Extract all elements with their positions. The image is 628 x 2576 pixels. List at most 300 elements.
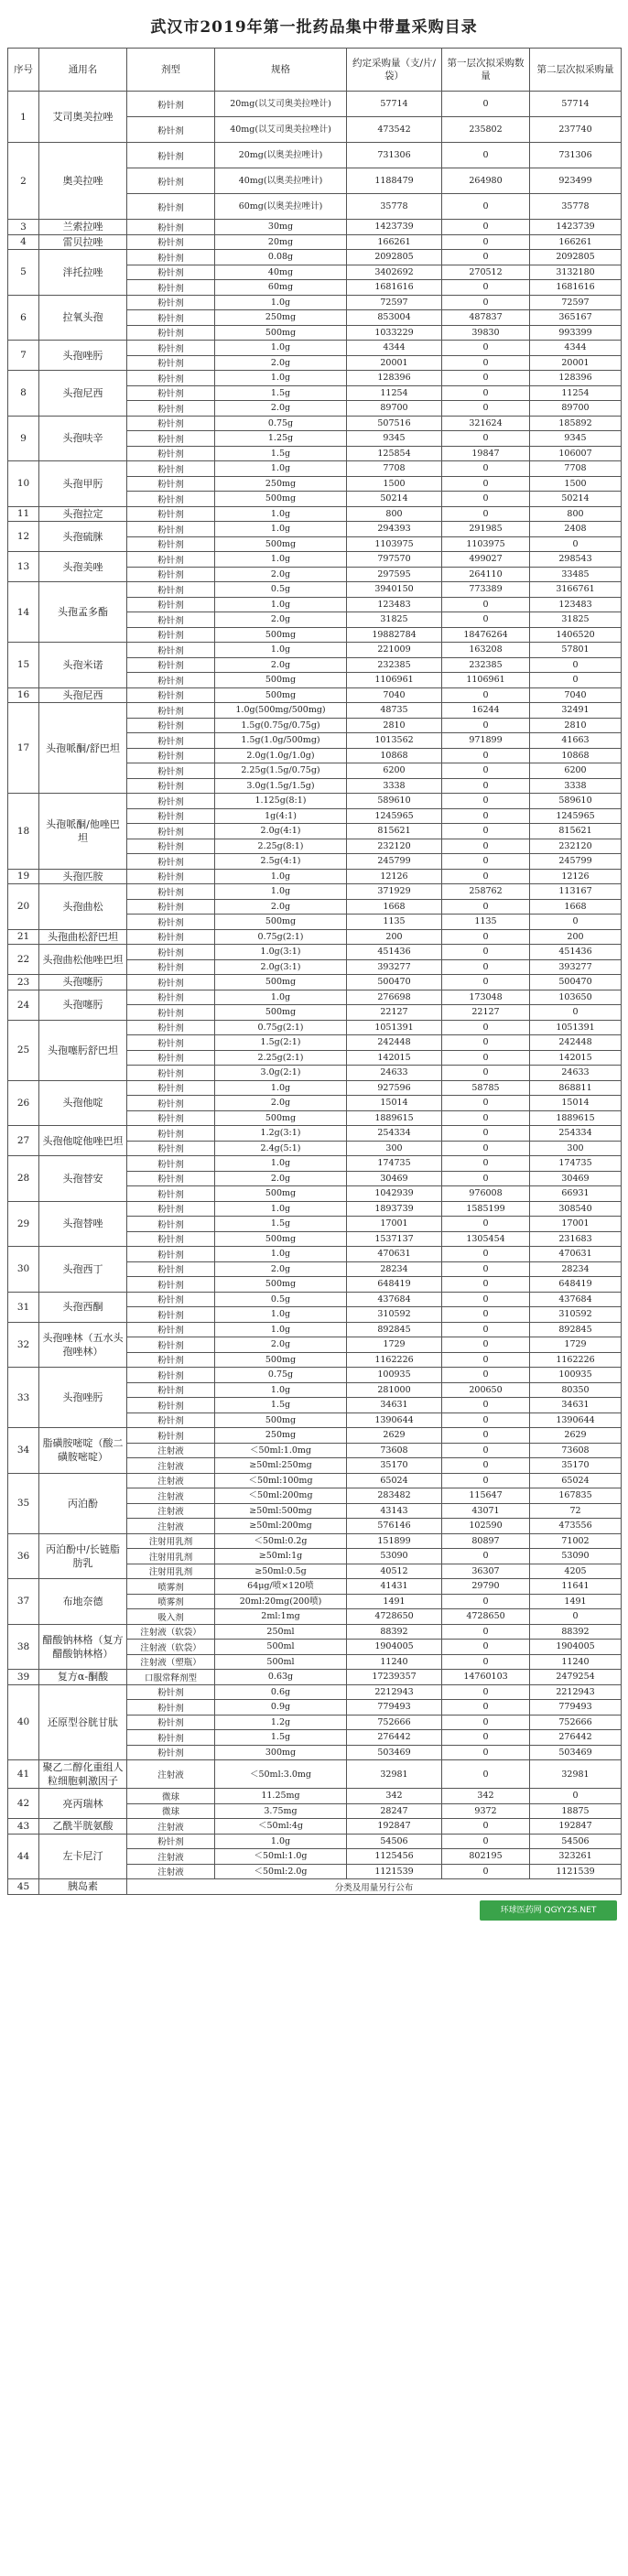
cell-tier1: 0 [442, 1834, 530, 1849]
cell-tier1: 0 [442, 959, 530, 975]
cell-note: 分类及用量另行公布 [127, 1879, 622, 1895]
cell-form: 粉针剂 [127, 401, 215, 417]
cell-form: 注射液 [127, 1849, 215, 1865]
cell-tier1: 0 [442, 220, 530, 235]
cell-tier2: 103650 [530, 990, 622, 1005]
cell-spec: 500mg [215, 915, 347, 930]
cell-seq: 27 [8, 1126, 39, 1156]
cell-form: 粉针剂 [127, 899, 215, 915]
cell-spec: 2.0g [215, 1261, 347, 1277]
cell-tier1: 971899 [442, 733, 530, 749]
cell-agreed: 1889615 [347, 1110, 442, 1126]
cell-spec: 3.0g(1.5g/1.5g) [215, 778, 347, 794]
cell-agreed: 1245965 [347, 808, 442, 824]
cell-form: 注射液 [127, 1519, 215, 1534]
cell-spec: 64μg/喷×120喷 [215, 1579, 347, 1595]
cell-tier2: 41663 [530, 733, 622, 749]
cell-agreed: 245799 [347, 854, 442, 870]
cell-seq: 30 [8, 1247, 39, 1293]
cell-tier2: 0 [530, 1609, 622, 1625]
cell-tier2: 71002 [530, 1533, 622, 1549]
cell-form: 注射液 [127, 1760, 215, 1789]
cell-drug-name: 头孢曲松 [39, 884, 127, 930]
cell-spec: 2.0g [215, 657, 347, 673]
cell-form: 粉针剂 [127, 1110, 215, 1126]
cell-seq: 32 [8, 1322, 39, 1368]
header-form: 剂型 [127, 49, 215, 92]
cell-form: 粉针剂 [127, 1277, 215, 1293]
cell-spec: 1.0g [215, 371, 347, 386]
cell-seq: 19 [8, 869, 39, 884]
cell-form: 粉针剂 [127, 567, 215, 582]
table-row [8, 1322, 622, 1337]
cell-form: 粉针剂 [127, 718, 215, 733]
cell-form: 粉针剂 [127, 506, 215, 522]
cell-tier1: 1103975 [442, 536, 530, 552]
cell-drug-name: 胰岛素 [39, 1879, 127, 1895]
cell-form: 注射液 [127, 1864, 215, 1879]
procurement-table [7, 48, 622, 1895]
cell-seq: 26 [8, 1080, 39, 1126]
cell-form: 粉针剂 [127, 310, 215, 326]
cell-form: 粉针剂 [127, 959, 215, 975]
cell-form: 粉针剂 [127, 536, 215, 552]
cell-tier2: 73608 [530, 1443, 622, 1458]
cell-tier1: 0 [442, 143, 530, 168]
cell-tier1: 0 [442, 341, 530, 356]
cell-tier2: 0 [530, 1005, 622, 1021]
cell-tier1: 0 [442, 1247, 530, 1262]
document-title: 武汉市2019年第一批药品集中带量采购目录 [150, 18, 478, 37]
cell-form: 粉针剂 [127, 1700, 215, 1716]
cell-tier2: 12126 [530, 869, 622, 884]
cell-tier2: 276442 [530, 1730, 622, 1746]
cell-drug-name: 头孢替唑 [39, 1201, 127, 1247]
cell-spec: 0.75g [215, 1368, 347, 1383]
table-body [8, 92, 622, 1895]
cell-spec: 2.0g [215, 899, 347, 915]
cell-spec: 500mg [215, 687, 347, 703]
cell-form: 注射液 [127, 1503, 215, 1519]
cell-agreed: 10868 [347, 748, 442, 763]
cell-tier2: 11254 [530, 385, 622, 401]
cell-seq: 17 [8, 703, 39, 794]
cell-agreed: 731306 [347, 143, 442, 168]
cell-tier1: 80897 [442, 1533, 530, 1549]
cell-tier2: 648419 [530, 1277, 622, 1293]
cell-tier1: 0 [442, 1412, 530, 1428]
cell-spec: 20mg(以奥美拉唑计) [215, 143, 347, 168]
cell-agreed: 31825 [347, 612, 442, 628]
cell-spec: 300mg [215, 1745, 347, 1760]
cell-tier1: 0 [442, 1684, 530, 1700]
cell-spec: 1.0g(500mg/500mg) [215, 703, 347, 719]
cell-tier2: 1500 [530, 476, 622, 492]
table-row [8, 1428, 622, 1444]
cell-tier2: 31825 [530, 612, 622, 628]
cell-tier1: 0 [442, 597, 530, 612]
cell-spec: 0.08g [215, 250, 347, 265]
table-row [8, 1670, 622, 1685]
cell-tier1: 0 [442, 808, 530, 824]
cell-agreed: 853004 [347, 310, 442, 326]
cell-agreed: 503469 [347, 1745, 442, 1760]
cell-spec: 500mg [215, 1110, 347, 1126]
cell-tier1: 0 [442, 1864, 530, 1879]
cell-drug-name: 雷贝拉唑 [39, 234, 127, 250]
cell-tier2: 800 [530, 506, 622, 522]
cell-agreed: 779493 [347, 1700, 442, 1716]
cell-tier1: 0 [442, 506, 530, 522]
cell-tier2: 868811 [530, 1080, 622, 1096]
cell-seq: 45 [8, 1879, 39, 1895]
cell-spec: 1.5g(2:1) [215, 1035, 347, 1051]
cell-agreed: 53090 [347, 1549, 442, 1564]
cell-agreed: 507516 [347, 416, 442, 431]
cell-tier2: 18875 [530, 1803, 622, 1819]
cell-form: 粉针剂 [127, 1005, 215, 1021]
table-row [8, 582, 622, 598]
cell-tier1: 19847 [442, 446, 530, 461]
cell-spec: 2.25g(1.5g/0.75g) [215, 763, 347, 779]
cell-agreed: 1051391 [347, 1020, 442, 1035]
cell-seq: 12 [8, 522, 39, 552]
cell-drug-name: 左卡尼汀 [39, 1834, 127, 1879]
cell-agreed: 242448 [347, 1035, 442, 1051]
cell-tier2: 752666 [530, 1715, 622, 1730]
cell-agreed: 34631 [347, 1398, 442, 1413]
cell-form: 粉针剂 [127, 627, 215, 643]
cell-tier2: 20001 [530, 355, 622, 371]
cell-drug-name: 头孢他啶他唑巴坦 [39, 1126, 127, 1156]
cell-spec: 2.0g [215, 1171, 347, 1186]
cell-agreed: 166261 [347, 234, 442, 250]
cell-tier1: 0 [442, 794, 530, 809]
cell-seq: 39 [8, 1670, 39, 1685]
cell-form: 粉针剂 [127, 341, 215, 356]
cell-spec: ≥50ml:1g [215, 1549, 347, 1564]
cell-spec: 2.0g [215, 1096, 347, 1111]
cell-tier1: 0 [442, 1428, 530, 1444]
cell-agreed: 72597 [347, 295, 442, 310]
table-row [8, 1473, 622, 1488]
cell-agreed: 892845 [347, 1322, 442, 1337]
cell-form: 吸入剂 [127, 1609, 215, 1625]
cell-tier2: 192847 [530, 1819, 622, 1835]
cell-spec: 500mg [215, 325, 347, 341]
cell-tier2: 66931 [530, 1186, 622, 1202]
cell-spec: ≥50ml:500mg [215, 1503, 347, 1519]
cell-agreed: 281000 [347, 1382, 442, 1398]
cell-tier1: 264110 [442, 567, 530, 582]
cell-spec: 500mg [215, 1005, 347, 1021]
cell-spec: 0.6g [215, 1684, 347, 1700]
cell-form: 粉针剂 [127, 1066, 215, 1081]
table-row [8, 929, 622, 945]
cell-drug-name: 丙泊酚 [39, 1473, 127, 1533]
cell-spec: 60mg [215, 280, 347, 296]
cell-tier2: 33485 [530, 567, 622, 582]
cell-form: 注射液 [127, 1443, 215, 1458]
cell-form: 粉针剂 [127, 1292, 215, 1307]
cell-form: 粉针剂 [127, 763, 215, 779]
cell-form: 粉针剂 [127, 1231, 215, 1247]
cell-spec: 250ml [215, 1624, 347, 1640]
cell-spec: 40mg(以艾司奥美拉唑计) [215, 117, 347, 143]
cell-agreed: 1681616 [347, 280, 442, 296]
cell-spec: 1.0g [215, 643, 347, 658]
cell-spec: 40mg [215, 265, 347, 280]
cell-form: 粉针剂 [127, 1307, 215, 1323]
cell-form: 粉针剂 [127, 1368, 215, 1383]
cell-drug-name: 头孢替安 [39, 1156, 127, 1202]
cell-spec: 1.5g(1.0g/500mg) [215, 733, 347, 749]
cell-form: 粉针剂 [127, 703, 215, 719]
cell-spec: 1.0g [215, 1834, 347, 1849]
cell-form: 粉针剂 [127, 117, 215, 143]
cell-tier1: 0 [442, 824, 530, 839]
cell-tier2: 1051391 [530, 1020, 622, 1035]
cell-tier2: 242448 [530, 1035, 622, 1051]
cell-tier2: 185892 [530, 416, 622, 431]
cell-tier1: 0 [442, 1458, 530, 1474]
cell-tier1: 264980 [442, 168, 530, 194]
table-row [8, 416, 622, 431]
cell-tier1: 0 [442, 929, 530, 945]
cell-spec: 1.5g [215, 1398, 347, 1413]
cell-form: 粉针剂 [127, 1186, 215, 1202]
cell-agreed: 4728650 [347, 1609, 442, 1625]
cell-form: 粉针剂 [127, 687, 215, 703]
cell-tier2: 34631 [530, 1398, 622, 1413]
cell-agreed: 437684 [347, 1292, 442, 1307]
cell-drug-name: 丙泊酚中/长链脂肪乳 [39, 1533, 127, 1579]
cell-tier2: 300 [530, 1141, 622, 1156]
cell-form: 注射液（软袋） [127, 1640, 215, 1655]
cell-form: 粉针剂 [127, 824, 215, 839]
cell-spec: 500mg [215, 536, 347, 552]
cell-agreed: 50214 [347, 492, 442, 507]
cell-tier2: 451436 [530, 945, 622, 960]
cell-drug-name: 头孢哌酮/他唑巴坦 [39, 794, 127, 870]
cell-tier1: 0 [442, 1715, 530, 1730]
cell-spec: 2.0g [215, 401, 347, 417]
cell-form: 粉针剂 [127, 1834, 215, 1849]
cell-agreed: 1668 [347, 899, 442, 915]
cell-agreed: 11240 [347, 1654, 442, 1670]
cell-seq: 35 [8, 1473, 39, 1533]
cell-form: 粉针剂 [127, 839, 215, 854]
cell-form: 粉针剂 [127, 265, 215, 280]
cell-agreed: 2212943 [347, 1684, 442, 1700]
cell-tier1: 0 [442, 355, 530, 371]
cell-drug-name: 醋酸钠林格（复方醋酸钠林格） [39, 1624, 127, 1670]
cell-seq: 33 [8, 1368, 39, 1428]
cell-seq: 29 [8, 1201, 39, 1247]
cell-spec: ＜50ml:2.0g [215, 1864, 347, 1879]
cell-spec: 2.0g(1.0g/1.0g) [215, 748, 347, 763]
cell-form: 注射用乳剂 [127, 1549, 215, 1564]
cell-tier1: 0 [442, 431, 530, 447]
cell-tier1: 976008 [442, 1186, 530, 1202]
cell-spec: 1.0g [215, 461, 347, 477]
cell-spec: 500mg [215, 627, 347, 643]
cell-spec: 2.4g(5:1) [215, 1141, 347, 1156]
cell-seq: 5 [8, 250, 39, 296]
cell-spec: 1.0g [215, 1080, 347, 1096]
cell-seq: 25 [8, 1020, 39, 1080]
cell-tier2: 0 [530, 1789, 622, 1804]
cell-tier1: 1305454 [442, 1231, 530, 1247]
cell-spec: ＜50ml:3.0mg [215, 1760, 347, 1789]
cell-spec: ＜50ml:1.0mg [215, 1443, 347, 1458]
cell-agreed: 300 [347, 1141, 442, 1156]
table-row [8, 1020, 622, 1035]
table-row [8, 371, 622, 386]
table-row [8, 975, 622, 990]
cell-tier1: 0 [442, 1398, 530, 1413]
cell-tier1: 9372 [442, 1803, 530, 1819]
cell-tier2: 72 [530, 1503, 622, 1519]
cell-tier2: 167835 [530, 1488, 622, 1504]
cell-tier1: 0 [442, 975, 530, 990]
cell-spec: 1.0g [215, 522, 347, 537]
cell-spec: 1.0g(3:1) [215, 945, 347, 960]
table-row [8, 687, 622, 703]
cell-spec: 2.0g(3:1) [215, 959, 347, 975]
cell-agreed: 192847 [347, 1819, 442, 1835]
cell-agreed: 589610 [347, 794, 442, 809]
cell-tier1: 0 [442, 1549, 530, 1564]
cell-tier2: 231683 [530, 1231, 622, 1247]
cell-spec: ≥50ml:200mg [215, 1519, 347, 1534]
cell-spec: 2.0g [215, 355, 347, 371]
cell-agreed: 28247 [347, 1803, 442, 1819]
cell-seq: 40 [8, 1684, 39, 1760]
cell-tier2: 1406520 [530, 627, 622, 643]
cell-tier2: 30469 [530, 1171, 622, 1186]
cell-seq: 34 [8, 1428, 39, 1474]
table-row [8, 295, 622, 310]
cell-tier2: 0 [530, 536, 622, 552]
cell-tier1: 802195 [442, 1849, 530, 1865]
table-row [8, 341, 622, 356]
cell-tier2: 100935 [530, 1368, 622, 1383]
cell-tier1: 0 [442, 280, 530, 296]
cell-seq: 7 [8, 341, 39, 371]
cell-spec: 1.2g(3:1) [215, 1126, 347, 1142]
cell-form: 粉针剂 [127, 808, 215, 824]
cell-tier1: 235802 [442, 117, 530, 143]
cell-form: 粉针剂 [127, 220, 215, 235]
cell-tier2: 308540 [530, 1201, 622, 1217]
cell-spec: ＜50ml:1.0g [215, 1849, 347, 1865]
cell-form: 粉针剂 [127, 778, 215, 794]
cell-tier2: 2092805 [530, 250, 622, 265]
cell-tier1: 0 [442, 385, 530, 401]
cell-seq: 10 [8, 461, 39, 507]
cell-tier1: 0 [442, 461, 530, 477]
header-tier2-qty: 第二层次拟采购量 [530, 49, 622, 92]
cell-form: 粉针剂 [127, 673, 215, 688]
cell-drug-name: 头孢拉定 [39, 506, 127, 522]
cell-tier1: 1106961 [442, 673, 530, 688]
cell-tier1: 321624 [442, 416, 530, 431]
table-row [8, 1292, 622, 1307]
cell-tier1: 0 [442, 1730, 530, 1746]
cell-form: 粉针剂 [127, 1745, 215, 1760]
cell-drug-name: 头孢匹胺 [39, 869, 127, 884]
cell-agreed: 54506 [347, 1834, 442, 1849]
cell-tier1: 58785 [442, 1080, 530, 1096]
cell-tier1: 0 [442, 1066, 530, 1081]
cell-tier2: 106007 [530, 446, 622, 461]
cell-agreed: 1390644 [347, 1412, 442, 1428]
header-seq: 序号 [8, 49, 39, 92]
cell-tier1: 0 [442, 1141, 530, 1156]
cell-drug-name: 兰索拉唑 [39, 220, 127, 235]
cell-tier1: 0 [442, 1443, 530, 1458]
table-row [8, 1760, 622, 1789]
cell-drug-name: 头孢曲松他唑巴坦 [39, 945, 127, 975]
cell-tier1: 0 [442, 234, 530, 250]
cell-tier2: 32981 [530, 1760, 622, 1789]
cell-spec: 1.0g [215, 341, 347, 356]
cell-form: 粉针剂 [127, 280, 215, 296]
cell-tier2: 53090 [530, 1549, 622, 1564]
table-row [8, 1579, 622, 1595]
cell-tier2: 815621 [530, 824, 622, 839]
cell-tier2: 1681616 [530, 280, 622, 296]
cell-tier1: 0 [442, 295, 530, 310]
cell-spec: 1.0g [215, 1156, 347, 1172]
cell-seq: 4 [8, 234, 39, 250]
table-row [8, 1624, 622, 1640]
cell-agreed: 35778 [347, 194, 442, 220]
watermark-badge: 环球医药网 QGYY2S.NET [480, 1900, 617, 1921]
cell-spec: 1.5g [215, 1217, 347, 1232]
cell-drug-name: 乙酰半胱氨酸 [39, 1819, 127, 1835]
cell-agreed: 32981 [347, 1760, 442, 1789]
cell-spec: 1.5g(0.75g/0.75g) [215, 718, 347, 733]
cell-form: 粉针剂 [127, 1171, 215, 1186]
cell-form: 粉针剂 [127, 416, 215, 431]
cell-tier2: 54506 [530, 1834, 622, 1849]
cell-seq: 22 [8, 945, 39, 975]
cell-tier2: 1668 [530, 899, 622, 915]
cell-tier2: 72597 [530, 295, 622, 310]
cell-tier1: 0 [442, 1110, 530, 1126]
cell-tier1: 1135 [442, 915, 530, 930]
cell-agreed: 3402692 [347, 265, 442, 280]
cell-agreed: 232120 [347, 839, 442, 854]
cell-agreed: 1904005 [347, 1640, 442, 1655]
cell-tier1: 22127 [442, 1005, 530, 1021]
cell-tier1: 0 [442, 778, 530, 794]
cell-tier2: 50214 [530, 492, 622, 507]
cell-agreed: 1033229 [347, 325, 442, 341]
cell-form: 粉针剂 [127, 794, 215, 809]
cell-drug-name: 复方α-酮酸 [39, 1670, 127, 1685]
cell-tier2: 3338 [530, 778, 622, 794]
cell-form: 微球 [127, 1803, 215, 1819]
table-row [8, 143, 622, 168]
cell-tier2: 15014 [530, 1096, 622, 1111]
cell-agreed: 254334 [347, 1126, 442, 1142]
cell-tier2: 1729 [530, 1337, 622, 1353]
cell-agreed: 6200 [347, 763, 442, 779]
cell-tier1: 0 [442, 763, 530, 779]
